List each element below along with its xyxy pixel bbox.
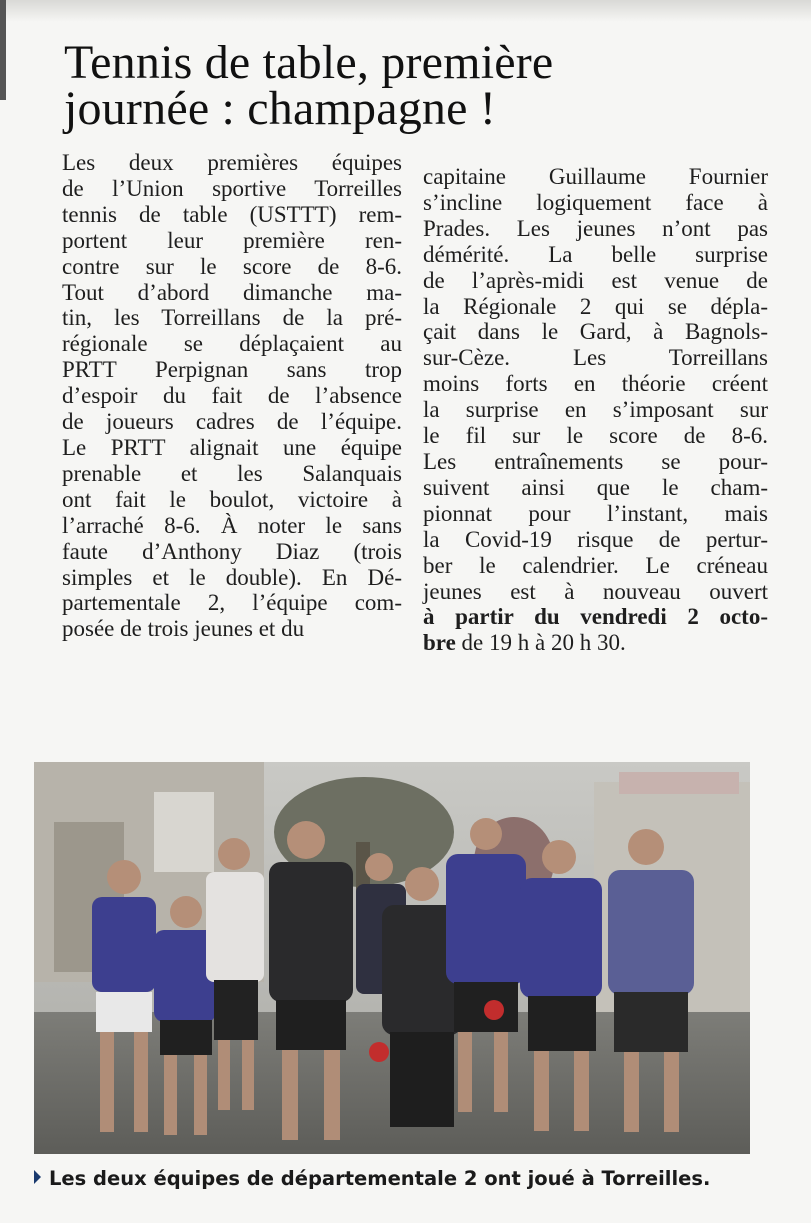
article-line: jeunes est à nouveau ouvert <box>423 578 768 604</box>
article-line: suivent ainsi que le cham- <box>423 474 768 500</box>
article-line: posée de trois jeunes et du <box>62 616 305 642</box>
article-line: portent leur première ren- <box>62 227 402 253</box>
article-headline: Tennis de table, première journée : champagne ! <box>64 36 554 135</box>
article-line: la Régionale 2 qui se dépla- <box>423 293 768 319</box>
article-line: démérité. La belle surprise <box>423 241 768 267</box>
article-line-rest: de 19 h à 20 h 30. <box>455 630 626 656</box>
article-line: l’arraché 8-6. À noter le sans <box>62 512 402 538</box>
article-line: faute d’Anthony Diaz (trois <box>62 538 402 564</box>
article-line: sur-Cèze. Les Torreillans <box>423 345 768 371</box>
article-line: la Covid-19 risque de pertur- <box>423 526 768 552</box>
article-line: s’incline logiquement face à <box>423 189 768 215</box>
article-line: moins forts en théorie créent <box>423 371 768 397</box>
scan-shadow <box>0 0 811 22</box>
article-line: tennis de table (USTTT) rem- <box>62 201 402 227</box>
article-line: régionale se déplaçaient au <box>62 331 402 357</box>
article-line: à partir du vendredi 2 octo- <box>423 604 768 630</box>
article-line: de joueurs cadres de l’équipe. <box>62 409 402 435</box>
article-line: de l’Union sportive Torreilles <box>62 175 402 201</box>
article-line: prenable et les Salanquais <box>62 460 402 486</box>
article-line: le fil sur le score de 8-6. <box>423 423 768 449</box>
article-line: Tout d’abord dimanche ma- <box>62 279 402 305</box>
article-line: ont fait le boulot, victoire à <box>62 486 402 512</box>
article-line: partementale 2, l’équipe com- <box>62 590 402 616</box>
article-line: Les deux premières équipes <box>62 150 402 175</box>
article-line: la surprise en s’imposant sur <box>423 397 768 423</box>
article-line: simples et le double). En Dé- <box>62 564 402 590</box>
article-line: ber le calendrier. Le créneau <box>423 552 768 578</box>
article-line: Prades. Les jeunes n’ont pas <box>423 215 768 241</box>
scan-edge <box>0 0 6 100</box>
article-line-bold: bre <box>423 630 456 656</box>
team-photo <box>34 762 750 1154</box>
article-line: PRTT Perpignan sans trop <box>62 357 402 383</box>
caption-bullet-icon <box>34 1170 41 1184</box>
article-column-right <box>423 164 768 656</box>
article-line: tin, les Torreillans de la pré- <box>62 305 402 331</box>
article-line: çait dans le Gard, à Bagnols- <box>423 319 768 345</box>
article-line: contre sur le score de 8-6. <box>62 253 402 279</box>
article-column-left <box>62 150 402 642</box>
article-line: Le PRTT alignait une équipe <box>62 434 402 460</box>
article-line: d’espoir du fait de l’absence <box>62 383 402 409</box>
article-line: pionnat pour l’instant, mais <box>423 500 768 526</box>
team-photo-illustration <box>34 762 750 1154</box>
article-line: capitaine Guillaume Fournier <box>423 164 768 189</box>
caption-text: Les deux équipes de départementale 2 ont joué à Torreilles. <box>49 1167 711 1190</box>
article-line <box>423 630 768 656</box>
article-line: Les entraînements se pour- <box>423 448 768 474</box>
article-line: de l’après-midi est venue de <box>423 267 768 293</box>
photo-caption <box>34 1167 774 1190</box>
